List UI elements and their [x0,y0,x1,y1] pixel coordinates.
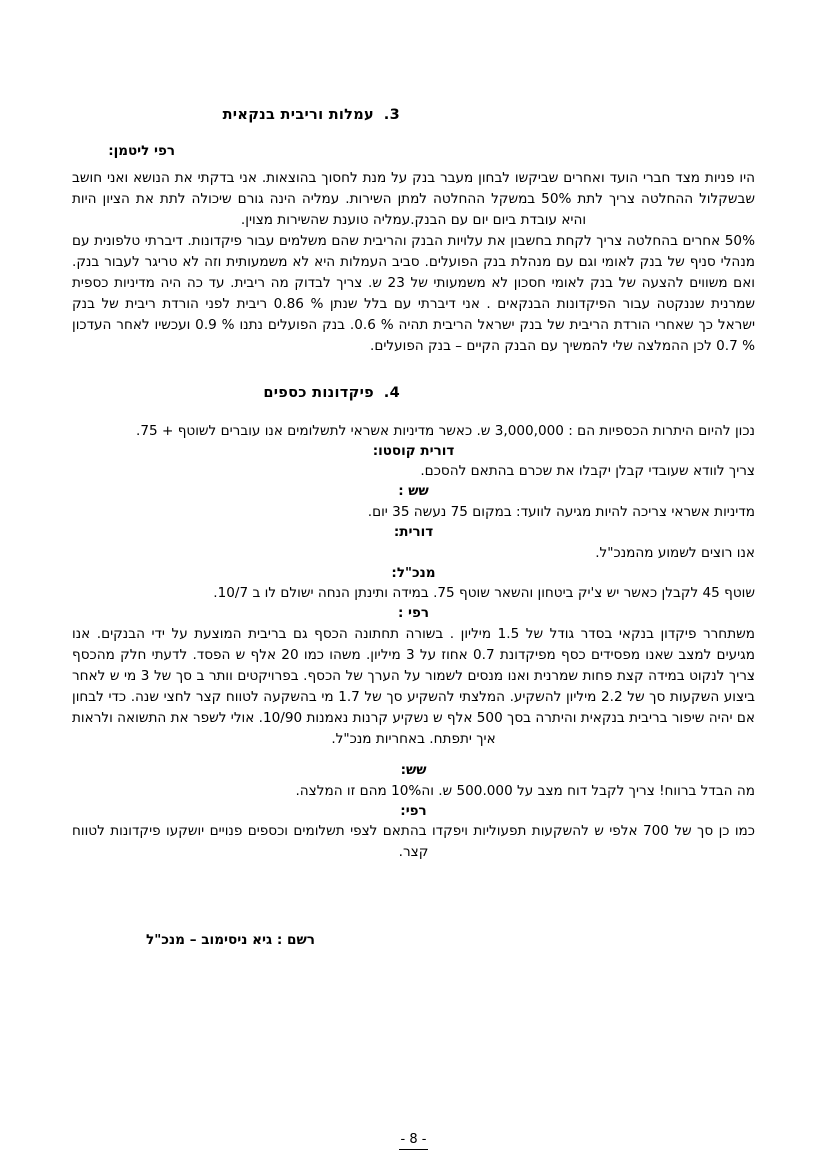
section-4-number: 4. [383,385,400,402]
spacer [72,125,755,142]
spacer [72,404,755,421]
speaker-rafi-litman: רפי ליטמן: [108,143,175,160]
spacer [72,750,755,761]
spacer [72,864,755,932]
page-footer [0,1128,827,1150]
section-3-title: עמלות וריבית בנקאית [222,107,374,123]
spacer [72,357,755,383]
speaker-dorit: דורית: [393,524,434,541]
speaker-dorit-kosto: דורית קוסטו: [372,442,455,459]
section-4-title: פיקדונות כספים [263,385,374,402]
section-3-number: 3. [383,107,400,123]
speaker-shesh-2: שש: [400,762,427,779]
recorded-by-line: רשם : גיא ניסימוב – מנכ"ל [145,931,315,948]
speaker-ceo: מנכ"ל: [391,564,436,581]
statement-shesh-1: מדיניות אשראי צריכה להיות מגיעה לוועד: במקום 75 נעשה 35 יום. [367,503,755,520]
section-4-intro: נכון להיום היתרות הכספיות הם : 3,000,000 ש. כאשר מדיניות אשראי לתשלומים אנו עוברים לשוטף + 75. [136,422,755,439]
section-3-paragraph-1: היו פניות מצד חברי הועד ואחרים שביקשו לבחון מעבר בנק על מנת לחסוך בהוצאות. אני בדקתי את הנושא ואני חושב שבשקלול ההחלטה צריך לתת 50% במשקל ההחלטה למתן השירות. עמליה הינה גורם שיכולה לתת את הציון היות והיא עובדת ביום יום עם הבנק.עמליה טוענת שהשירות מצוין. [72,169,755,228]
statement-dorit: אנו רוצים לשמוע מהמנכ"ל. [595,544,755,561]
section-3-paragraph-2: 50% אחרים בהחלטה צריך לקחת בחשבון את עלויות הבנק והריבית שהם משלמים עבור פיקדונות. דיברתי טלפונית עם מנהלי סניף של בנק לאומי וגם עם מנהלת בנק הפועלים. סביב העמלות היא לא משמעותית וזה לא טריגר לעבור בנק. ואם משווים להצעה של בנק לאומי חסכון לא משמעותי של 23 ש. צריך לבדוק מה ריבית. עד כה היה מדיניות כספית שמרנית שננקטה עבור הפיקדונות הבנקאים . אני דיברתי עם בלל שנתן % 0.86 ריבית לפני הורדת ריבית של בנק ישראל כך שאחרי הורדת הריבית של בנק ישראל הריבית תהיה % 0.6. בנק הפועלים נתנו % 0.9 ועכשיו לאחר העדכון % 0.7 לכן ההמלצה שלי להמשיך עם הבנק הקיים – בנק הפועלים. [72,233,756,355]
section-3-heading-wrap [72,105,755,125]
statement-ceo: שוטף 45 לקבלן כאשר יש צ'יק ביטחון והשאר שוטף 75. במידה ותינתן הנחה ישולם לו ב 10/7. [213,585,755,602]
page-number: - 8 - [399,1132,429,1150]
document-body [72,105,755,948]
section-3-heading [72,105,400,125]
speaker-shesh-1: שש : [398,483,429,500]
section-4-heading [72,383,400,403]
section-4-heading-wrap [72,383,755,403]
statement-rafi-1: משתחרר פיקדון בנקאי בסדר גודל של 1.5 מיליון . בשורה תחתונה הכסף גם בריבית המוצעת על ידי הבנקים. אנו מגיעים למצב שאנו מפסידים כסף מפיקדונת 0.7 אחוז על 3 מיליון. משהו כמו 20 אלף ש הפסד. לדעתי חלק מהכסף צריך לנקוט במידה קצת פחות שמרנית ואנו מנסים לשמור על הערך של הכסף. בפרויקטים וותר ב סך של 3 מי ש לאחר ביצוע השקעות סך של 2.2 מיליון להשקיע. המלצתי להשקיע סך של 1.7 מי בהשקעה לטווח קצר לחצי שנה. כדי לבחון אם יהיה שיפור בריבית בנקאית והיתרה בסך 500 אלף ש נשקיע קרנות נאמנות 10/90. אולי לשפר את התשואה ולראות איך יתפתח. באחריות מנכ"ל. [72,625,756,748]
statement-shesh-2: מה הבדל ברווח! צריך לקבל דוח מצב על 500.000 ש. וה10% מהם זו המלצה. [295,782,755,799]
speaker-rafi-1: רפי : [397,605,430,622]
statement-rafi-2: כמו כן סך של 700 אלפי ש להשקעות תפעוליות ויפקדו בהתאם לצפי תשלומים וכספים פנויים יושקעו פיקדונות לטווח קצר. [72,823,755,861]
statement-dorit-kosto: צריך לוודא שעובדי קבלן יקבלו את שכרם בהתאם להסכם. [420,463,755,480]
speaker-rafi-2: רפי: [400,802,427,819]
